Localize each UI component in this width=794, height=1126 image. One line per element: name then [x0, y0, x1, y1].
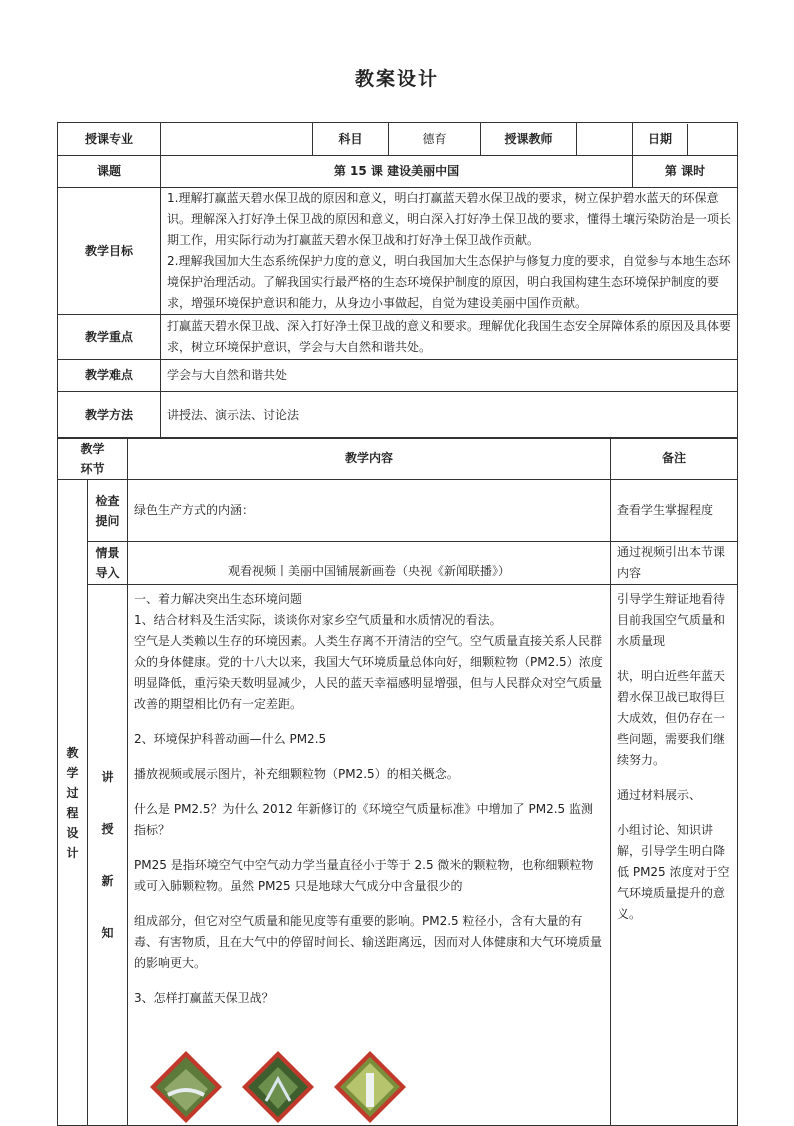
topic-label: 课题 — [58, 156, 161, 188]
difficulty-content: 学会与大自然和谐共处 — [161, 360, 738, 392]
subject-label: 科目 — [313, 123, 389, 156]
teach-line-1: 一、着力解决突出生态环境问题 — [134, 592, 303, 606]
method-label: 教学方法 — [58, 392, 161, 439]
period-value: 第 课时 — [633, 156, 738, 188]
goals-label: 教学目标 — [58, 188, 161, 315]
process-side-label: 教 学 过 程 设 计 — [58, 480, 88, 1126]
focus-label: 教学重点 — [58, 315, 161, 360]
intro-content: 观看视频丨美丽中国铺展新画卷（央视《新闻联播》） — [128, 542, 611, 585]
teacher-label: 授课教师 — [481, 123, 577, 156]
teach-line-4: 2、环境保护科普动画—什么 PM2.5 — [134, 732, 327, 746]
teach-line-5: 播放视频或展示图片，补充细颗粒物（PM2.5）的相关概念。 — [134, 767, 459, 781]
teach-note-1: 引导学生辩证地看待目前我国空气质量和水质量现 — [617, 592, 726, 648]
teach-line-9: 3、怎样打赢蓝天保卫战？ — [134, 991, 274, 1005]
goals-content — [161, 188, 738, 315]
document-title: 教案设计 — [354, 68, 439, 90]
difficulty-label: 教学难点 — [58, 360, 161, 392]
teach-line-3: 空气是人类赖以生存的环境因素。人类生存离不开清洁的空气。空气质量直接关系人民群众的身体健康。党的十八大以来，我国大气环境质量总体向好，细颗粒物（PM2.5）浓度明显降低，重污染天数明显减少，人民的蓝天幸福感明显增强，但与人民群众对空气质量改善的期望相比仍有一定差距。 — [134, 634, 603, 711]
teach-line-6: 什么是 PM2.5？为什么 2012 年新修订的《环境空气质量标准》中增加了 PM2.5 监测指标？ — [134, 802, 593, 837]
check-content: 绿色生产方式的内涵： — [128, 480, 611, 542]
teach-line-2: 1、结合材料及生活实际，谈谈你对家乡空气质量和水质情况的看法。 — [134, 613, 502, 627]
teach-content — [128, 585, 611, 1126]
date-label: 日期 — [633, 124, 688, 155]
focus-content: 打赢蓝天碧水保卫战、深入打好净土保卫战的意义和要求。理解优化我国生态安全屏障体系的原因及具体要求，树立环境保护意识，学会与大自然和谐共处。 — [161, 315, 738, 360]
check-note: 查看学生掌握程度 — [611, 480, 738, 542]
teach-note-4: 小组讨论、知识讲解，引导学生明白降低 PM25 浓度对于空气环境质量提升的意义。 — [617, 823, 730, 921]
check-stage-label: 检查 提问 — [88, 480, 128, 542]
stage-column-header: 教学 环节 — [58, 438, 128, 480]
teach-note-2: 状，明白近些年蓝天碧水保卫战已取得巨大成效，但仍存在一些问题，需要我们继续努力。 — [617, 669, 726, 767]
nature-photo-strip — [134, 1049, 604, 1125]
date-value — [688, 124, 737, 155]
major-label: 授课专业 — [58, 123, 161, 156]
teaching-process-table — [57, 437, 738, 1126]
forest-stream-photo-3 — [332, 1049, 408, 1125]
goals-paragraph-2: 2.理解我国加大生态系统保护力度的意义，明白我国加大生态保护与修复力度的要求，自觉参与本地生态环境保护治理活动。了解我国实行最严格的生态环境保护制度的原因，明白我国构建生态环境保护制度的要求，增强环境保护意识和能力，从身边小事做起，自觉为建设美丽中国作贡献。 — [167, 254, 731, 310]
intro-note: 通过视频引出本节课内容 — [611, 542, 738, 585]
note-column-header: 备注 — [611, 438, 738, 480]
date-cell — [633, 123, 738, 156]
intro-stage-label: 情景 导入 — [88, 542, 128, 585]
teach-note-3: 通过材料展示、 — [617, 788, 702, 802]
lesson-info-table — [57, 122, 738, 439]
teach-stage-label: 讲 授 新 知 — [88, 585, 128, 1126]
goals-paragraph-1: 1.理解打赢蓝天碧水保卫战的原因和意义，明白打赢蓝天碧水保卫战的要求，树立保护碧水蓝天的环保意识。理解深入打好净土保卫战的原因和意义，明白深入打好净土保卫战的要求，懂得土壤污染防治是一项长期工作，用实际行动为打赢蓝天碧水保卫战和打好净土保卫战作贡献。 — [167, 191, 732, 247]
content-column-header: 教学内容 — [128, 438, 611, 480]
major-value — [161, 123, 313, 156]
topic-value: 第 15 课 建设美丽中国 — [161, 156, 633, 188]
teach-notes — [611, 585, 738, 1126]
forest-stream-photo-1 — [148, 1049, 224, 1125]
method-content: 讲授法、演示法、讨论法 — [161, 392, 738, 439]
subject-value: 德育 — [389, 123, 481, 156]
teach-line-8: 组成部分，但它对空气质量和能见度等有重要的影响。PM2.5 粒径小，含有大量的有毒、有害物质，且在大气中的停留时间长、输送距离远，因而对人体健康和大气环境质量的影响更大。 — [134, 914, 603, 970]
teacher-value — [577, 123, 633, 156]
forest-stream-photo-2 — [240, 1049, 316, 1125]
teach-line-7: PM25 是指环境空气中空气动力学当量直径小于等于 2.5 微米的颗粒物，也称细颗粒物或可入肺颗粒物。虽然 PM25 只是地球大气成分中含量很少的 — [134, 858, 594, 893]
